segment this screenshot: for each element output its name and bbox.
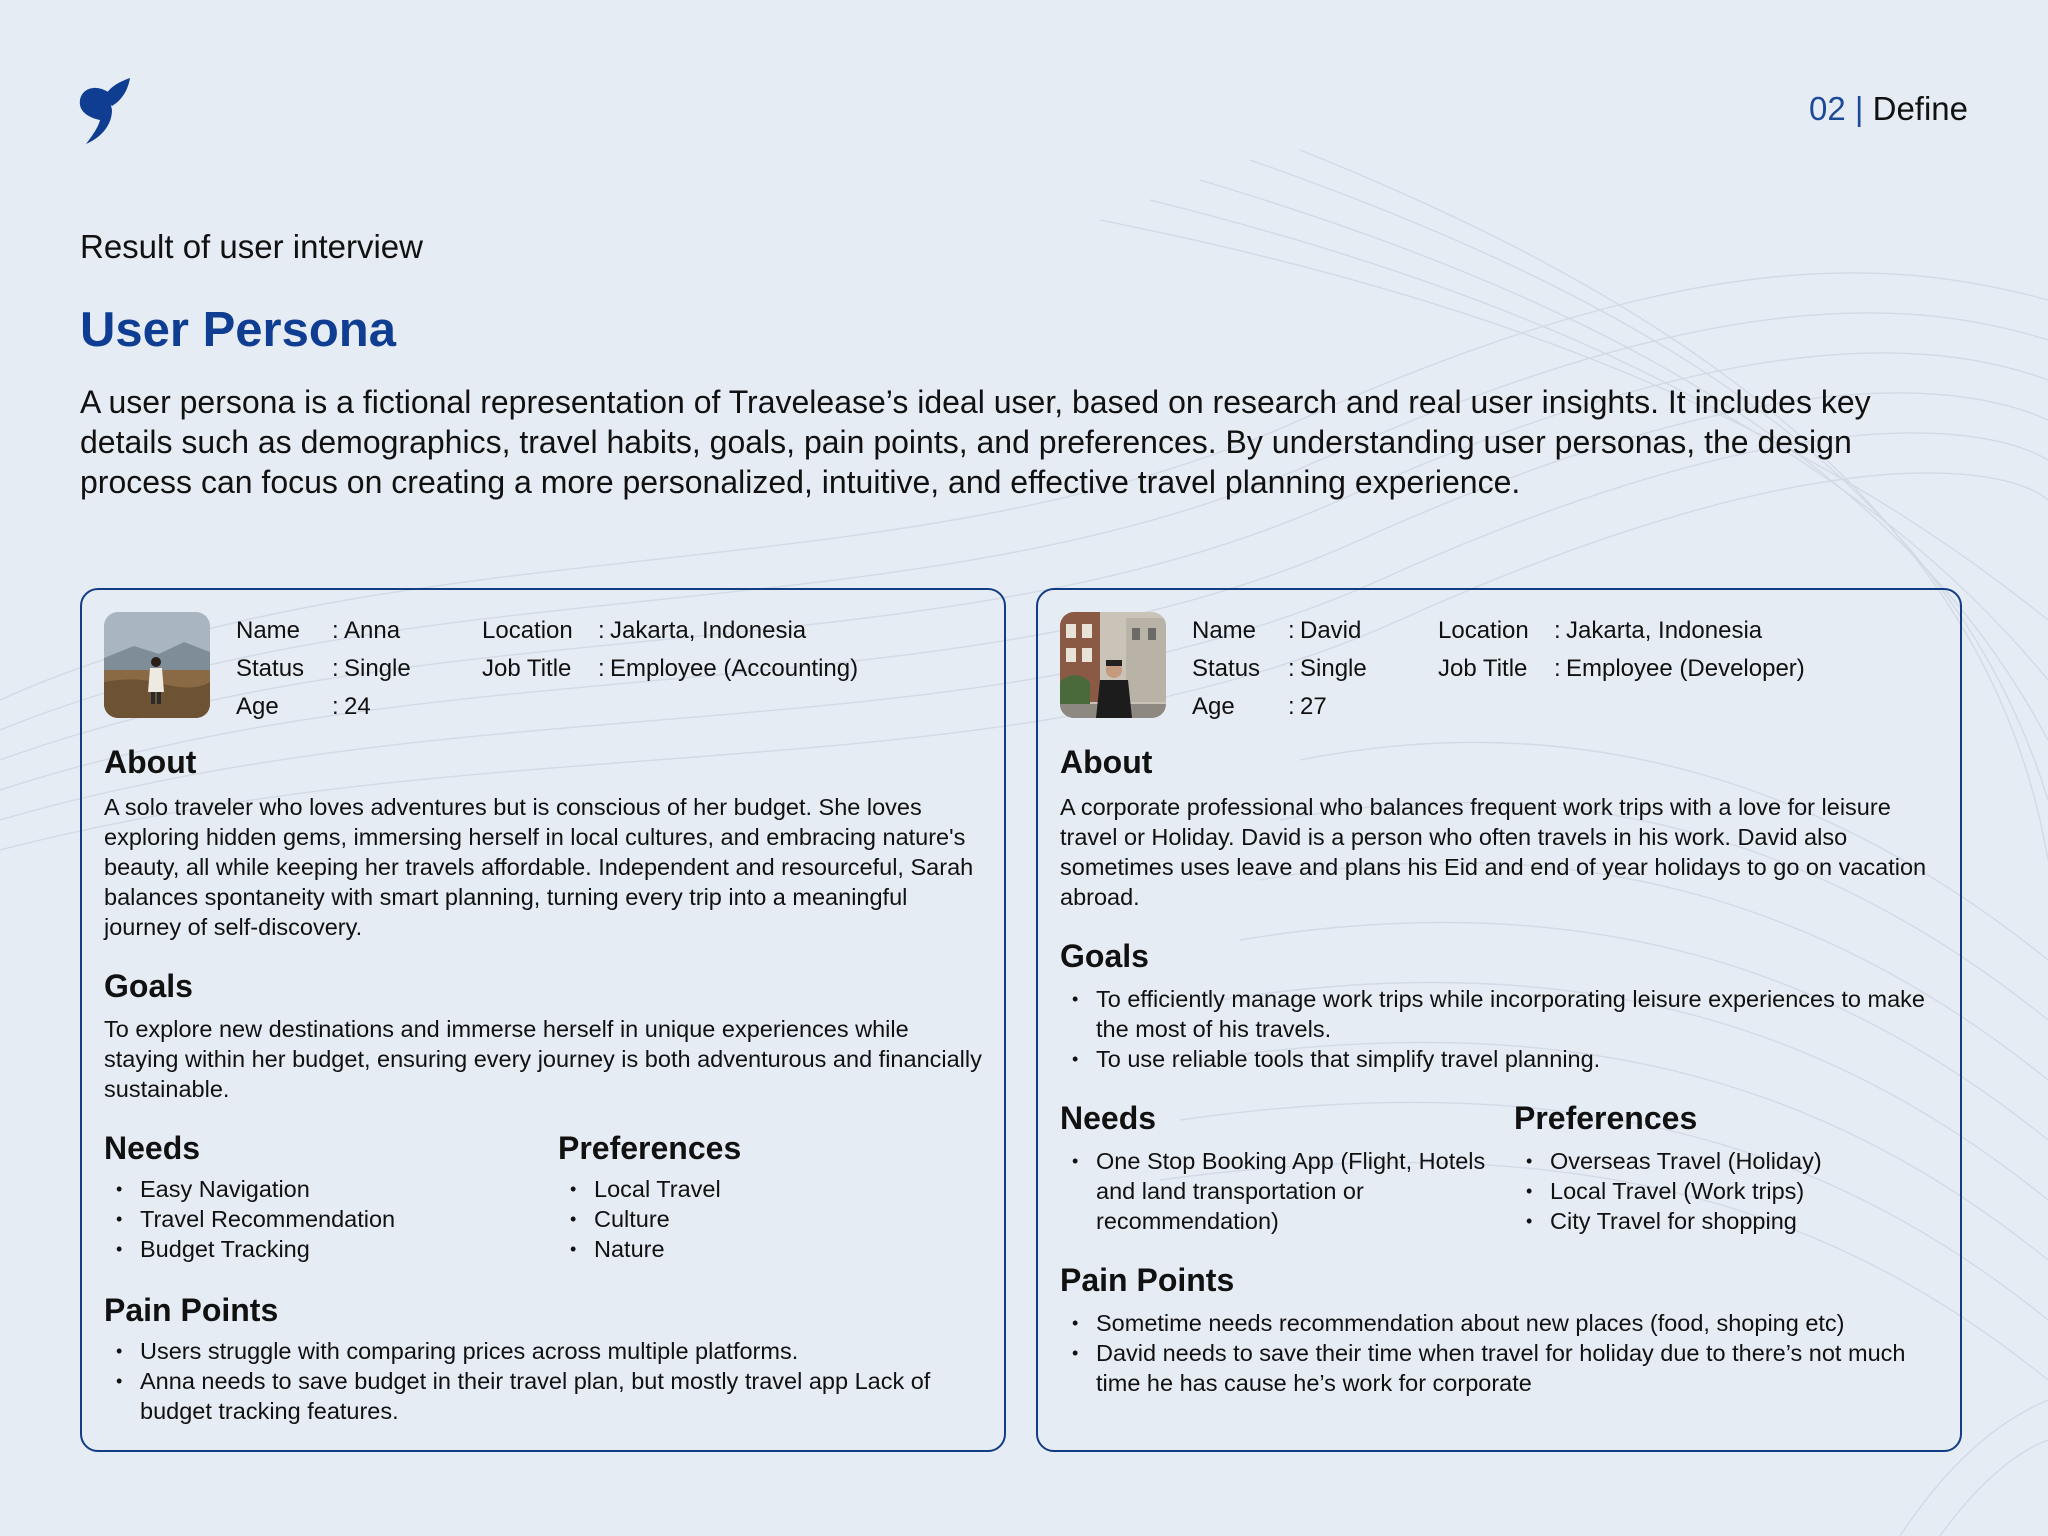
persona-basic-info: Name : David Status : Single Age : 27: [1192, 612, 1367, 726]
persona-work-info: Location : Jakarta, Indonesia Job Title : Employee (Accounting): [482, 612, 858, 688]
list-item: • Overseas Travel (Holiday): [1514, 1146, 1944, 1176]
persona-location-value: Jakarta, Indonesia: [1566, 617, 1763, 644]
pain-points-heading: Pain Points: [104, 1292, 279, 1328]
goals-heading: Goals: [1060, 938, 1149, 974]
persona-job-value: Employee (Developer): [1566, 655, 1805, 682]
about-heading: About: [1060, 744, 1153, 780]
persona-name-value: David: [1300, 617, 1362, 644]
persona-job-value: Employee (Accounting): [610, 655, 859, 682]
persona-card-david: [1036, 588, 1962, 1452]
pain-points-list: [104, 1336, 984, 1426]
list-item: • David needs to save their time when travel for holiday due to there’s not much time he has cause he’s work for corporate: [1060, 1338, 1940, 1398]
age-label: Age: [236, 693, 279, 720]
section-number: 02: [1808, 90, 1846, 127]
status-label: Status: [1192, 655, 1261, 682]
goals-heading: Goals: [104, 968, 193, 1004]
persona-age-value: 24: [344, 693, 371, 720]
needs-heading: Needs: [104, 1130, 201, 1166]
persona-basic-info: Name : Anna Status : Single Age : 24: [236, 612, 411, 726]
needs-heading: Needs: [1060, 1100, 1157, 1136]
list-item: • Local Travel (Work trips): [1514, 1176, 1944, 1206]
persona-status-value: Single: [344, 655, 411, 682]
preferences-heading: Preferences: [1514, 1100, 1698, 1136]
job-title-label: Job Title: [1438, 655, 1528, 682]
persona-card-anna: [80, 588, 1006, 1452]
persona-photo-david: [1060, 612, 1166, 718]
goals-text: To explore new destinations and immerse herself in unique experiences while staying within her budget, ensuring every journey is both adventurous and financially sustainable.: [104, 1016, 982, 1102]
pain-points-list: [1060, 1308, 1940, 1398]
list-item: • To efficiently manage work trips while incorporating leisure experiences to make the most of his travels.: [1060, 984, 1940, 1044]
age-label: Age: [1192, 693, 1235, 720]
name-label: Name: [1192, 617, 1257, 644]
about-heading: About: [104, 744, 197, 780]
persona-status-value: Single: [1300, 655, 1367, 682]
location-label: Location: [482, 617, 573, 644]
persona-work-info: Location : Jakarta, Indonesia Job Title : Employee (Developer): [1438, 612, 1805, 688]
section-separator: |: [1854, 90, 1864, 127]
about-text: A corporate professional who balances frequent work trips with a love for leisure travel or Holiday. David is a person who often travels in his work. David also sometimes uses leave and plans his Eid and end of year holidays to go on vacation abroad.: [1060, 794, 1927, 910]
list-item: • Users struggle with comparing prices across multiple platforms.: [104, 1336, 984, 1366]
list-item: • Easy Navigation: [104, 1174, 524, 1204]
list-item: • Culture: [558, 1204, 978, 1234]
page-subtitle: Result of user interview: [80, 228, 423, 265]
list-item: • Sometime needs recommendation about new places (food, shoping etc): [1060, 1308, 1940, 1338]
list-item: • Local Travel: [558, 1174, 978, 1204]
intro-paragraph: A user persona is a fictional representation of Travelease’s ideal user, based on research and real user insights. It includes key details such as demographics, travel habits, goals, pain points, and preferences. By understanding user personas, the design process can focus on creating a more personalized, intuitive, and effective travel planning experience.: [80, 384, 1871, 500]
pain-points-heading: Pain Points: [1060, 1262, 1235, 1298]
location-label: Location: [1438, 617, 1529, 644]
job-title-label: Job Title: [482, 655, 572, 682]
page-title: User Persona: [80, 303, 396, 357]
list-item: • Travel Recommendation: [104, 1204, 524, 1234]
section-indicator: [1809, 90, 1968, 128]
preferences-list: [558, 1174, 978, 1264]
persona-name-value: Anna: [344, 617, 401, 644]
brand-logo: [78, 78, 134, 144]
list-item: • Budget Tracking: [104, 1234, 524, 1264]
persona-photo-anna: [104, 612, 210, 718]
needs-list: [1060, 1146, 1486, 1236]
list-item: • Anna needs to save budget in their travel plan, but mostly travel app Lack of budget tracking features.: [104, 1366, 984, 1426]
persona-age-value: 27: [1300, 693, 1327, 720]
goals-list: [1060, 984, 1940, 1074]
about-text: A solo traveler who loves adventures but is conscious of her budget. She loves exploring hidden gems, immersing herself in local cultures, and embracing nature's beauty, all while keeping her travels affordable. Independent and resourceful, Sarah balances spontaneity with smart planning, turning every trip into a meaningful journey of self-discovery.: [104, 794, 974, 940]
persona-location-value: Jakarta, Indonesia: [610, 617, 807, 644]
needs-list: [104, 1174, 524, 1264]
status-label: Status: [236, 655, 305, 682]
preferences-heading: Preferences: [558, 1130, 742, 1166]
list-item: • To use reliable tools that simplify travel planning.: [1060, 1044, 1940, 1074]
name-label: Name: [236, 617, 301, 644]
list-item: • City Travel for shopping: [1514, 1206, 1944, 1236]
list-item: • Nature: [558, 1234, 978, 1264]
section-name: Define: [1872, 90, 1968, 127]
preferences-list: [1514, 1146, 1944, 1236]
list-item: • One Stop Booking App (Flight, Hotels and land transportation or recommendation): [1060, 1146, 1486, 1236]
